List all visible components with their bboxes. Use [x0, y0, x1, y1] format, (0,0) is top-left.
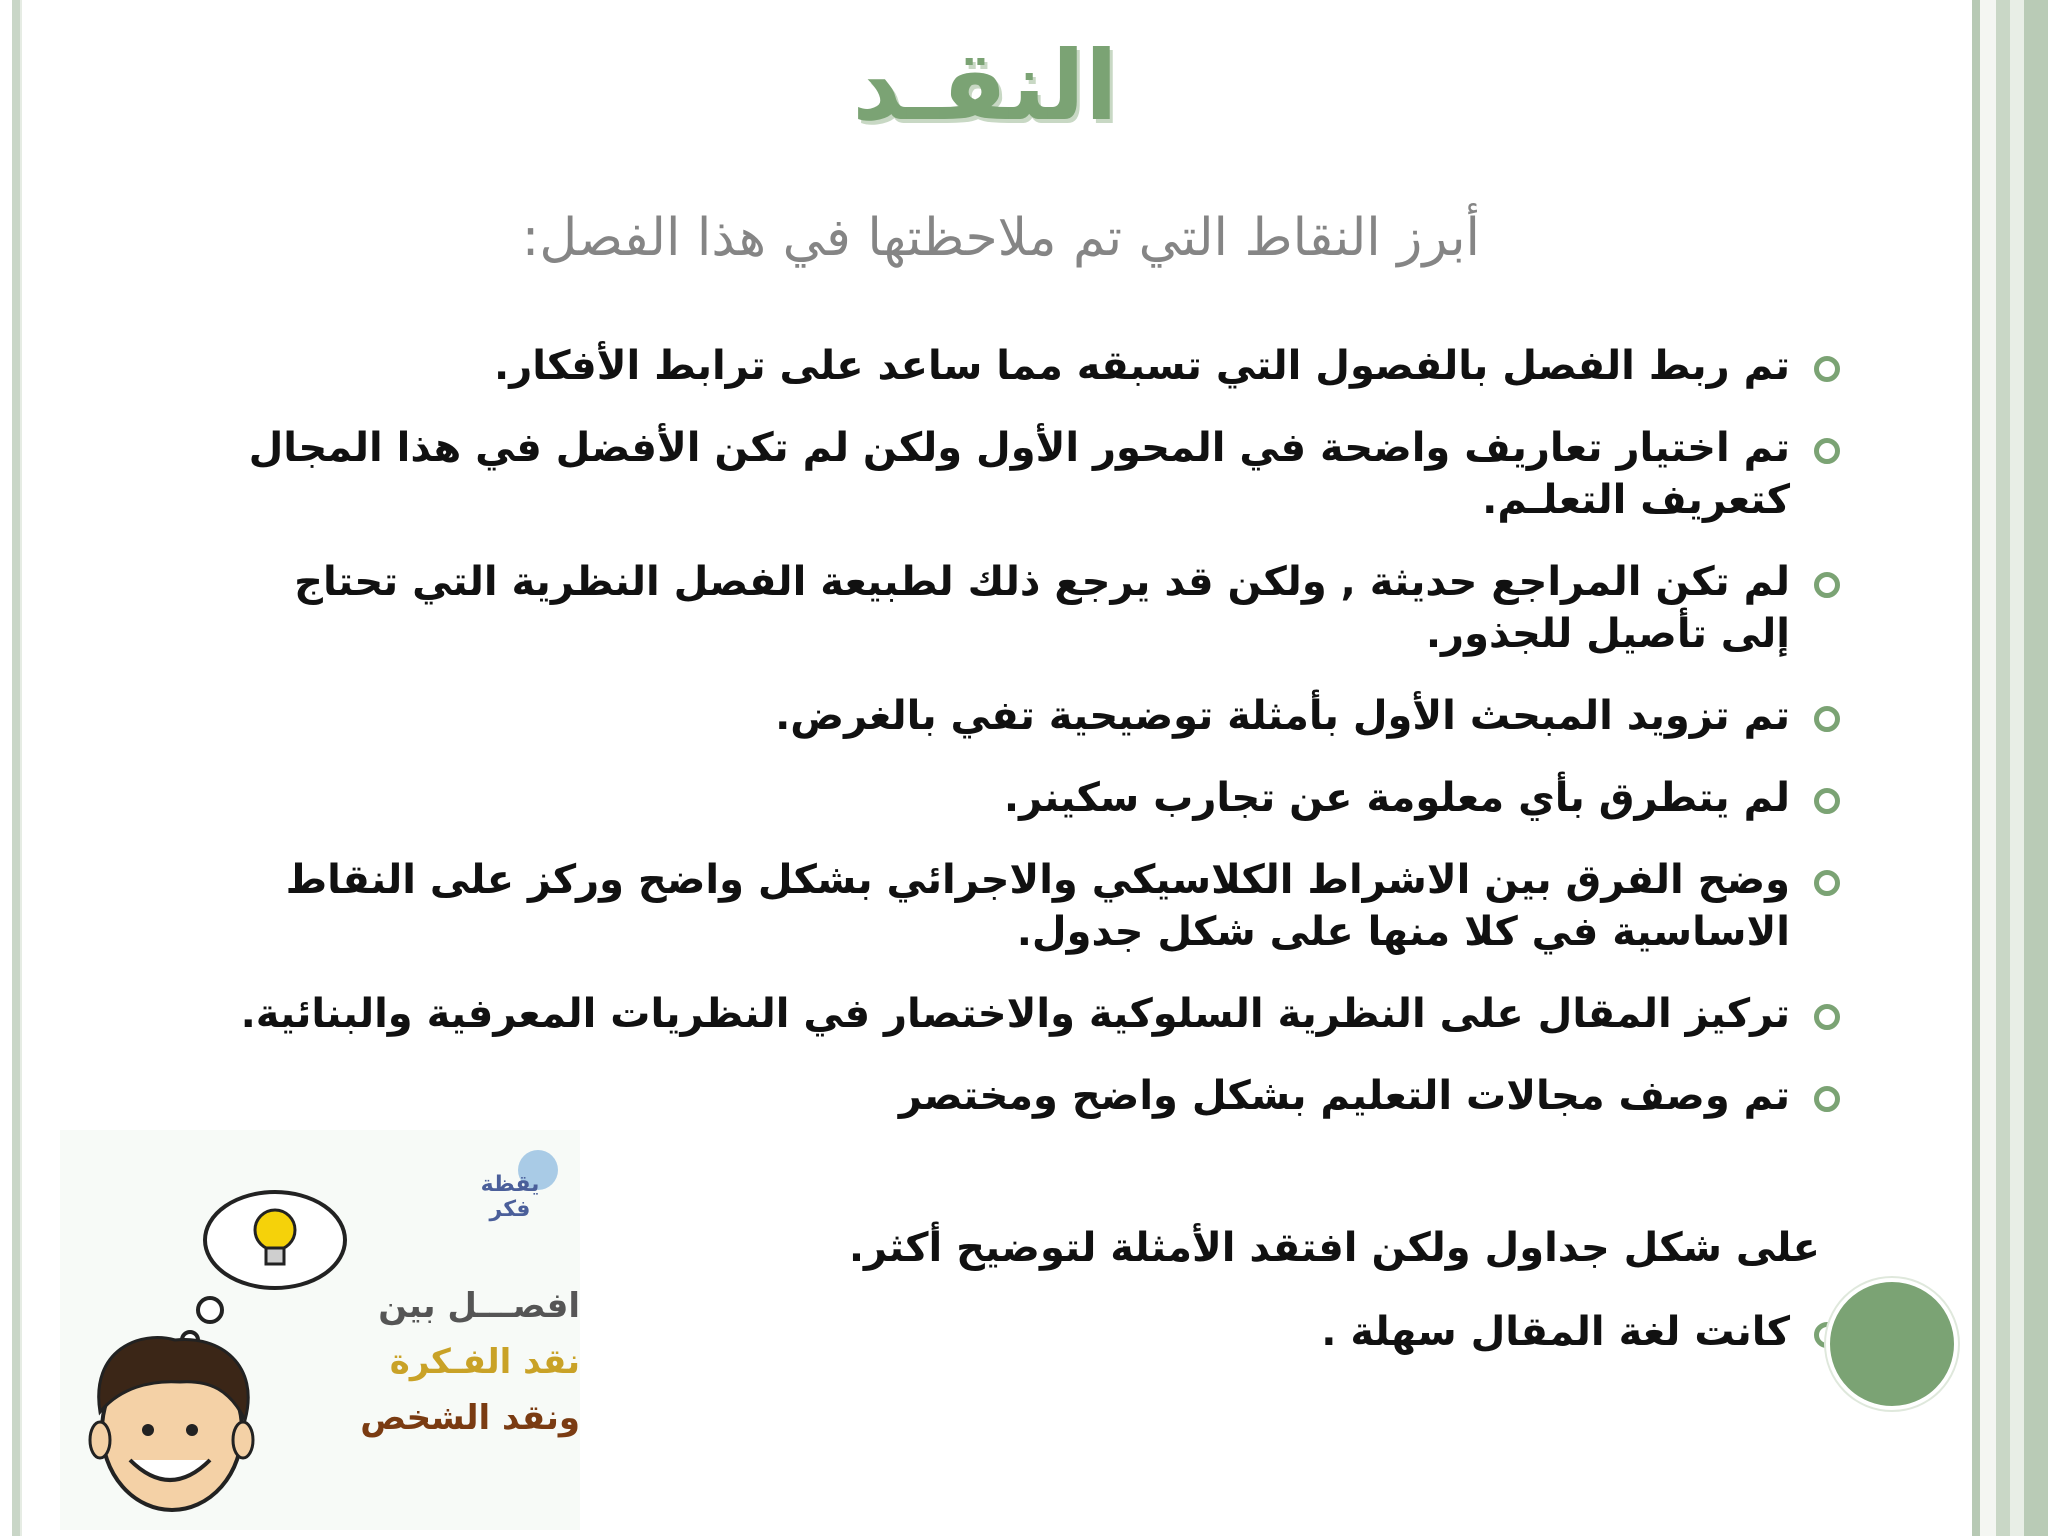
left-border	[12, 0, 22, 1536]
decorative-green-circle	[1826, 1278, 1958, 1410]
bullet-dot-icon	[1814, 1086, 1840, 1112]
bullet-dot-icon	[1814, 1004, 1840, 1030]
illustration-caption-1: افصـــل بين	[378, 1286, 580, 1326]
illustration-caption-3: ونقد الشخص	[360, 1398, 580, 1438]
bullet-item: تم اختيار تعاريف واضحة في المحور الأول ولكن لم تكن الأفضل في هذا المجال كتعريف التعلـم.	[212, 422, 1832, 526]
bullet-continuation: على شكل جداول ولكن افتقد الأمثلة لتوضيح أكثر.	[848, 1225, 1820, 1271]
bullet-list	[212, 340, 1832, 1128]
bullet-dot-icon	[1814, 572, 1840, 598]
bullet-dot-icon	[1814, 870, 1840, 896]
bullet-item: لم يتطرق بأي معلومة عن تجارب سكينر.	[212, 772, 1832, 824]
bullet-dot-icon	[1814, 706, 1840, 732]
bullet-item: تم وصف مجالات التعليم بشكل واضح ومختصر	[212, 1070, 1832, 1122]
bullet-dot-icon	[1814, 788, 1840, 814]
logo-text: يقظة فكر	[480, 1172, 540, 1222]
slide-title: النقـد	[852, 30, 1118, 142]
bullet-item: تم تزويد المبحث الأول بأمثلة توضيحية تفي بالغرض.	[212, 690, 1832, 742]
bullet-dot-icon	[1814, 356, 1840, 382]
slide-subtitle: أبرز النقاط التي تم ملاحظتها في هذا الفصل:	[521, 208, 1480, 268]
bullet-item-last: كانت لغة المقال سهلة .	[1321, 1306, 1832, 1358]
right-decorative-stripes	[1966, 0, 2048, 1536]
bullet-item: تركيز المقال على النظرية السلوكية والاختصار في النظريات المعرفية والبنائية.	[212, 988, 1832, 1040]
illustration-caption-2: نقد الفـكرة	[389, 1342, 580, 1382]
bullet-item: لم تكن المراجع حديثة , ولكن قد يرجع ذلك لطبيعة الفصل النظرية التي تحتاج إلى تأصيل للجذور.	[212, 556, 1832, 660]
bullet-dot-icon	[1814, 438, 1840, 464]
bullet-item: تم ربط الفصل بالفصول التي تسبقه مما ساعد على ترابط الأفكار.	[212, 340, 1832, 392]
thinking-boy-illustration	[60, 1130, 580, 1530]
bullet-item: وضح الفرق بين الاشراط الكلاسيكي والاجرائي بشكل واضح وركز على النقاط الاساسية في كلا منها على شكل جدول.	[212, 854, 1832, 958]
